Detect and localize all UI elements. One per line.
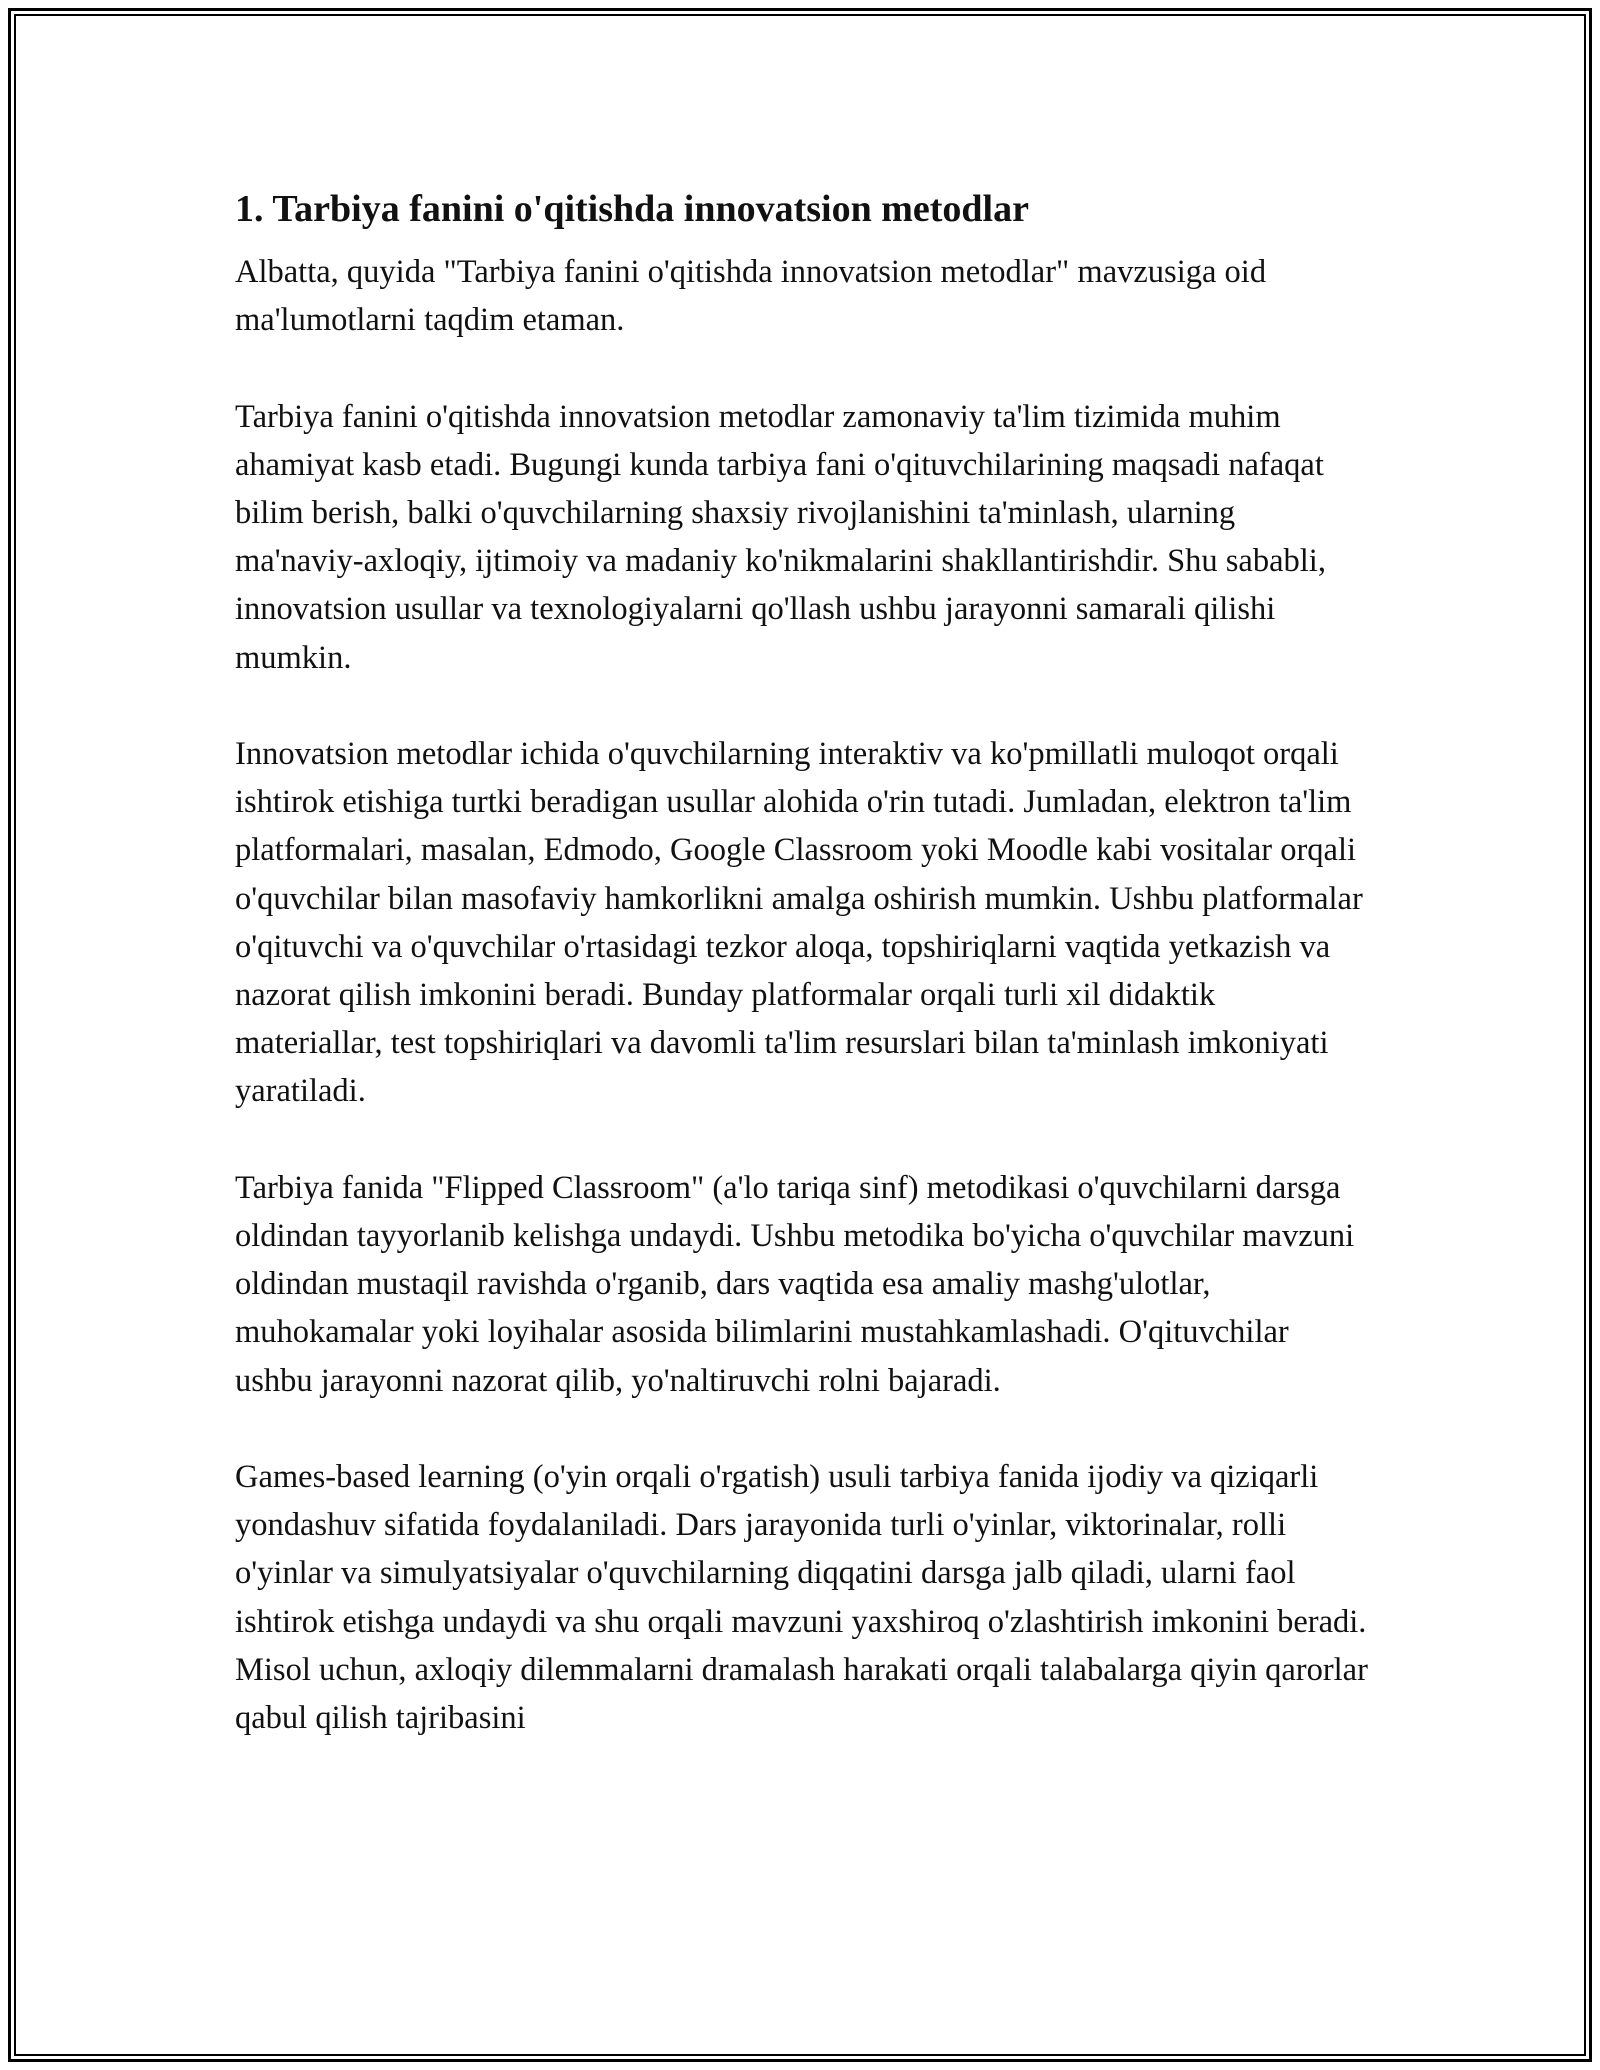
paragraph-importance: Tarbiya fanini o'qitishda innovatsion metodlar zamonaviy ta'lim tizimida muhim ahamiyat kasb etadi. Bugungi kunda tarbiya fani o'qituvchilarining maqsadi nafaqat bilim berish, balki o'quvchilarning shaxsiy rivojlanishini ta'minlash, ularning ma'naviy-axloqiy, ijtimoiy va madaniy ko'nikmalarini shakllantirishdir. Shu sababli, innovatsion usullar va texnologiyalarni qo'llash ushbu jarayonni samarali qilishi mumkin. <box>235 398 1326 676</box>
paragraph-games-based-learning: Games-based learning (o'yin orqali o'rgatish) usuli tarbiya fanida ijodiy va qiziqarli yondashuv sifatida foydalaniladi. Dars jarayonida turli o'yinlar, viktorinalar, rolli o'yinlar va simulyatsiyalar o'quvchilarning diqqatini darsga jalb qiladi, ularni faol ishtirok etishga undaydi va shu orqali mavzuni yaxshiroq o'zlashtirish imkonini beradi. Misol uchun, axloqiy dilemmalarni dramalash harakati orqali talabalarga qiyin qarorlar qabul qilish tajribasini <box>235 1459 1368 1737</box>
document-body <box>235 186 1370 1790</box>
section-heading: 1. Tarbiya fanini o'qitishda innovatsion metodlar <box>235 188 1029 230</box>
paragraph-flipped-classroom: Tarbiya fanida "Flipped Classroom" (a'lo tariqa sinf) metodikasi o'quvchilarni darsga oldindan tayyorlanib kelishga undaydi. Ushbu metodika bo'yicha o'quvchilar mavzuni oldindan mustaqil ravishda o'rganib, dars vaqtida esa amaliy mashg'ulotlar, muhokamalar yoki loyihalar asosida bilimlarini mustahkamlashadi. O'qituvchilar ushbu jarayonni nazorat qilib, yo'naltiruvchi rolni bajaradi. <box>235 1169 1355 1399</box>
paragraph-interactive-methods: Innovatsion metodlar ichida o'quvchilarning interaktiv va ko'pmillatli muloqot orqali ishtirok etishiga turtki beradigan usullar alohida o'rin tutadi. Jumladan, elektron ta'lim platformalari, masalan, Edmodo, Google Classroom yoki Moodle kabi vositalar orqali o'quvchilar bilan masofaviy hamkorlikni amalga oshirish mumkin. Ushbu platformalar o'qituvchi va o'quvchilar o'rtasidagi tezkor aloqa, topshiriqlarni vaqtida yetkazish va nazorat qilish imkonini beradi. Bunday platformalar orqali turli xil didaktik materiallar, test topshiriqlari va davomli ta'lim resurslari bilan ta'minlash imkoniyati yaratiladi. <box>235 736 1363 1110</box>
paragraph-intro: Albatta, quyida "Tarbiya fanini o'qitishda innovatsion metodlar" mavzusiga oid ma'lumotlarni taqdim etaman. <box>235 254 1267 339</box>
